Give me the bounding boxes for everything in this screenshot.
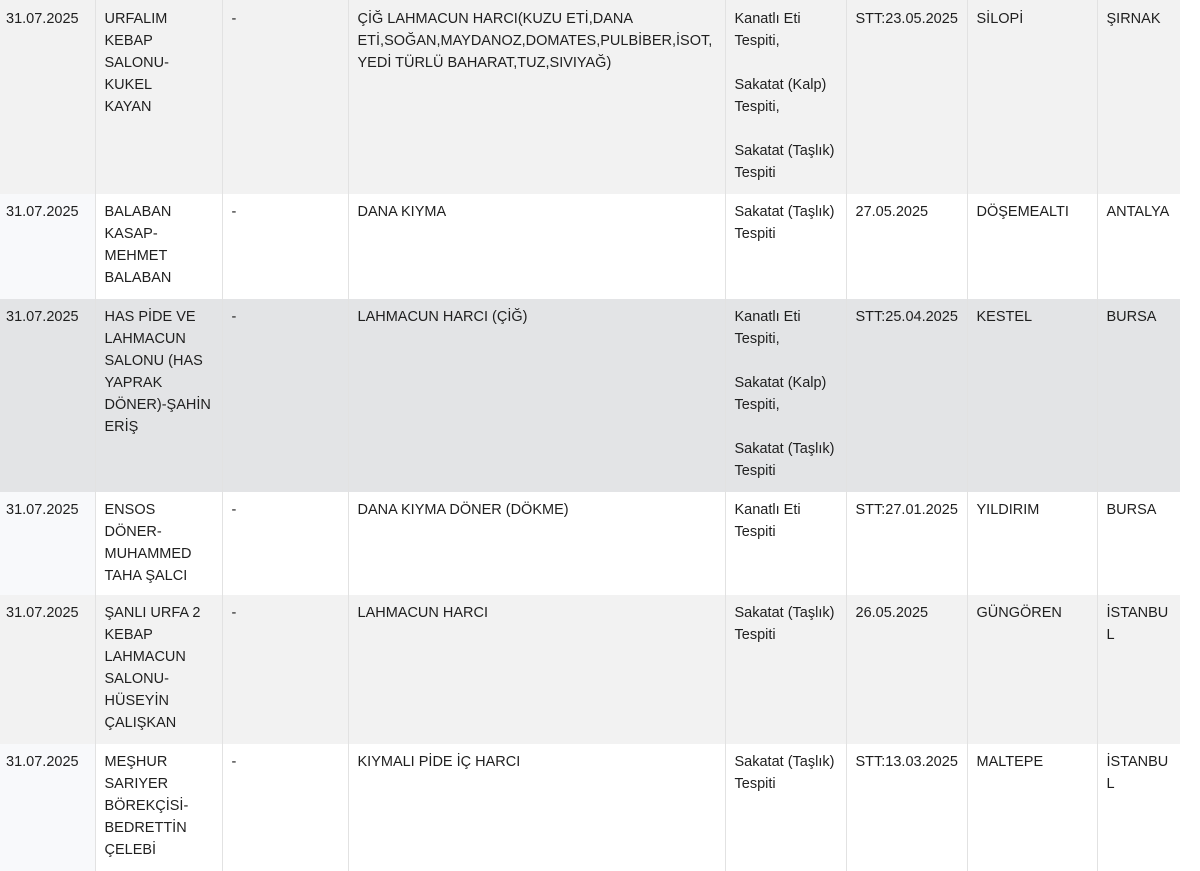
cell-date: 31.07.2025 xyxy=(0,744,95,871)
cell-firm: HAS PİDE VE LAHMACUN SALONU (HAS YAPRAK DÖNER)-ŞAHİN ERİŞ xyxy=(95,299,222,492)
table-row xyxy=(0,0,1180,194)
cell-date: 31.07.2025 xyxy=(0,595,95,744)
cell-date: 31.07.2025 xyxy=(0,299,95,492)
cell-stt: STT:25.04.2025 xyxy=(846,299,967,492)
cell-district: DÖŞEMEALTI xyxy=(967,194,1097,299)
cell-stt: STT:23.05.2025 xyxy=(846,0,967,194)
cell-district: GÜNGÖREN xyxy=(967,595,1097,744)
cell-product: KIYMALI PİDE İÇ HARCI xyxy=(348,744,725,871)
table-row xyxy=(0,194,1180,299)
cell-product: DANA KIYMA DÖNER (DÖKME) xyxy=(348,492,725,595)
cell-stt: STT:13.03.2025 xyxy=(846,744,967,871)
cell-firm: ENSOS DÖNER- MUHAMMED TAHA ŞALCI xyxy=(95,492,222,595)
cell-district: MALTEPE xyxy=(967,744,1097,871)
cell-finding: Sakatat (Taşlık) Tespiti xyxy=(725,744,846,871)
cell-stt: STT:27.01.2025 xyxy=(846,492,967,595)
cell-brand: - xyxy=(222,744,348,871)
cell-product: LAHMACUN HARCI xyxy=(348,595,725,744)
cell-brand: - xyxy=(222,595,348,744)
cell-date: 31.07.2025 xyxy=(0,194,95,299)
cell-brand: - xyxy=(222,492,348,595)
table-row xyxy=(0,744,1180,871)
cell-city: BURSA xyxy=(1097,299,1180,492)
table-row xyxy=(0,299,1180,492)
cell-brand: - xyxy=(222,0,348,194)
cell-date: 31.07.2025 xyxy=(0,0,95,194)
cell-firm: BALABAN KASAP- MEHMET BALABAN xyxy=(95,194,222,299)
cell-firm: MEŞHUR SARIYER BÖREKÇİSİ- BEDRETTİN ÇELEBİ xyxy=(95,744,222,871)
cell-stt: 27.05.2025 xyxy=(846,194,967,299)
cell-finding: Kanatlı Eti Tespiti, Sakatat (Kalp) Tespiti, Sakatat (Taşlık) Tespiti xyxy=(725,299,846,492)
cell-finding: Sakatat (Taşlık) Tespiti xyxy=(725,194,846,299)
table-row xyxy=(0,595,1180,744)
cell-district: SİLOPİ xyxy=(967,0,1097,194)
cell-city: ANTALYA xyxy=(1097,194,1180,299)
cell-city: BURSA xyxy=(1097,492,1180,595)
cell-city: İSTANBUL xyxy=(1097,744,1180,871)
cell-product: LAHMACUN HARCI (ÇİĞ) xyxy=(348,299,725,492)
cell-date: 31.07.2025 xyxy=(0,492,95,595)
cell-city: İSTANBUL xyxy=(1097,595,1180,744)
cell-brand: - xyxy=(222,299,348,492)
cell-stt: 26.05.2025 xyxy=(846,595,967,744)
cell-finding: Kanatlı Eti Tespiti, Sakatat (Kalp) Tespiti, Sakatat (Taşlık) Tespiti xyxy=(725,0,846,194)
cell-product: ÇİĞ LAHMACUN HARCI(KUZU ETİ,DANA ETİ,SOĞAN,MAYDANOZ,DOMATES,PULBİBER,İSOT,YEDİ TÜRLÜ BAHARAT,TUZ,SIVIYAĞ) xyxy=(348,0,725,194)
cell-finding: Kanatlı Eti Tespiti xyxy=(725,492,846,595)
cell-district: YILDIRIM xyxy=(967,492,1097,595)
cell-firm: ŞANLI URFA 2 KEBAP LAHMACUN SALONU- HÜSEYİN ÇALIŞKAN xyxy=(95,595,222,744)
cell-city: ŞIRNAK xyxy=(1097,0,1180,194)
cell-product: DANA KIYMA xyxy=(348,194,725,299)
cell-firm: URFALIM KEBAP SALONU-KUKEL KAYAN xyxy=(95,0,222,194)
table-row xyxy=(0,492,1180,595)
cell-brand: - xyxy=(222,194,348,299)
cell-finding: Sakatat (Taşlık) Tespiti xyxy=(725,595,846,744)
cell-district: KESTEL xyxy=(967,299,1097,492)
